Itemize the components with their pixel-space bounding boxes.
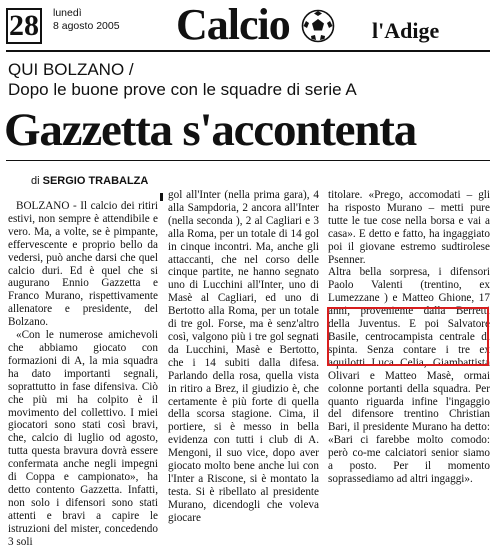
- header-divider: [6, 50, 490, 52]
- football-icon: [301, 9, 335, 43]
- article-paragraph: BOLZANO - Il calcio dei ritiri estivi, non sempre è attendibile e vero. Ma, a volte, se è pimpante, effervescente e proprio bello da vedersi, può anche darsi che quel calcio duri. Ed è quel che si augurano Ennio Gazzetta e Franco Murano, rispettivamente allenatore e presidente, del Bolzano.: [8, 200, 158, 329]
- issue-date-text: 8 agosto 2005: [53, 20, 120, 32]
- article-paragraph: «Con le numerose amichevoli che abbiamo giocato con formazioni di A, la mia squadra ha dato importanti segnali, soprattutto in fase difensiva. Ciò che più mi ha colpito è il movimento del collettivo. I miei giocatori sono stati così bravi, che, calcio di luglio od agosto, tutta questa bravura dovrà essere confermata anche negli impegni di Coppa e campionato», ha detto contento Gazzetta. Infatti, non solo i difensori sono stati attenti e bravi a capire le istruzioni del mister, concedendo 3 soli: [8, 329, 158, 548]
- article-paragraph: gol all'Inter (nella prima gara), 4 alla Sampdoria, 2 ancora all'Inter (nella seconda ), 2 al Cagliari e 3 alla Roma, per un totale di 14 gol in cinque incontri. Ma, anche gli attaccanti, che nel corso delle cinque partite, ne hanno segnato uno di Lucchini all'Inter, uno di Masè al Cagliari, ed uno di Bertotto alla Roma, per un totale di tre gol. Forse, ma è senz'altro così, valgono più i tre gol segnati da Lucchini, Masè e Bertotto, che i 14 subiti dalla difesa. Parlando della rosa, quella vista in ritiro a Brez, il giudizio è, che certamente è più forte di quella della scorsa stagione. Cima, il portiere, si è messo in bella evidenza con tutti i club di A. Mengoni, il suo vice, dopo aver giocato molto bene anche lui con l'Inter a Riscone, si è montato la testa. Si è ribellato al presidente Murano, dicendogli che voleva giocare: [168, 189, 319, 524]
- headline-divider: [6, 160, 490, 161]
- headline: Gazzetta s'accontenta: [4, 104, 417, 156]
- page-number: 28: [6, 8, 42, 44]
- article-paragraph-highlighted: Altra bella sorpresa, i difensori Paolo Valenti (trentino, ex Lumezzane ) e Matteo Ghione, 17 anni, proveniente dalla Berretti della Juventus. E poi Salvatore Basile, centrocampista centrale di spinta. Senza contare i tre ex aquilotti Luca Celia, Giambattista Olivari e Matteo Masè, ormai colonne portanti della squadra. Per quanto riguarda infine l'ingaggio del difensore trentino Christian Bari, il presidente Murano ha detto: «Bari ci farebbe molto comodo: però co-me calciatori senior siamo a posto. Per il momento soprassediamo ad altri ingaggi».: [328, 266, 490, 485]
- byline-prefix: di: [31, 175, 40, 187]
- article-paragraph: titolare. «Prego, accomodati – gli ha risposto Murano – metti pure tutte le tue cose nella borsa e vai a casa». E detto e fatto, ha ingaggiato poi il giovane estremo sudtirolese Psenner.: [328, 189, 490, 266]
- article-column-2: [168, 189, 319, 534]
- issue-day: lunedì: [53, 7, 82, 19]
- kicker-subtitle: Dopo le buone prove con le squadre di serie A: [8, 80, 357, 99]
- article-column-3: [328, 189, 490, 534]
- issue-date: [53, 7, 120, 33]
- byline-marker: [160, 193, 163, 201]
- newspaper-logo: l'Adige: [372, 18, 440, 43]
- kicker-location: QUI BOLZANO /: [8, 60, 134, 79]
- byline-author: SERGIO TRABALZA: [42, 175, 149, 187]
- article-column-1: [8, 200, 158, 548]
- byline: [31, 174, 148, 188]
- section-title: Calcio: [176, 0, 290, 49]
